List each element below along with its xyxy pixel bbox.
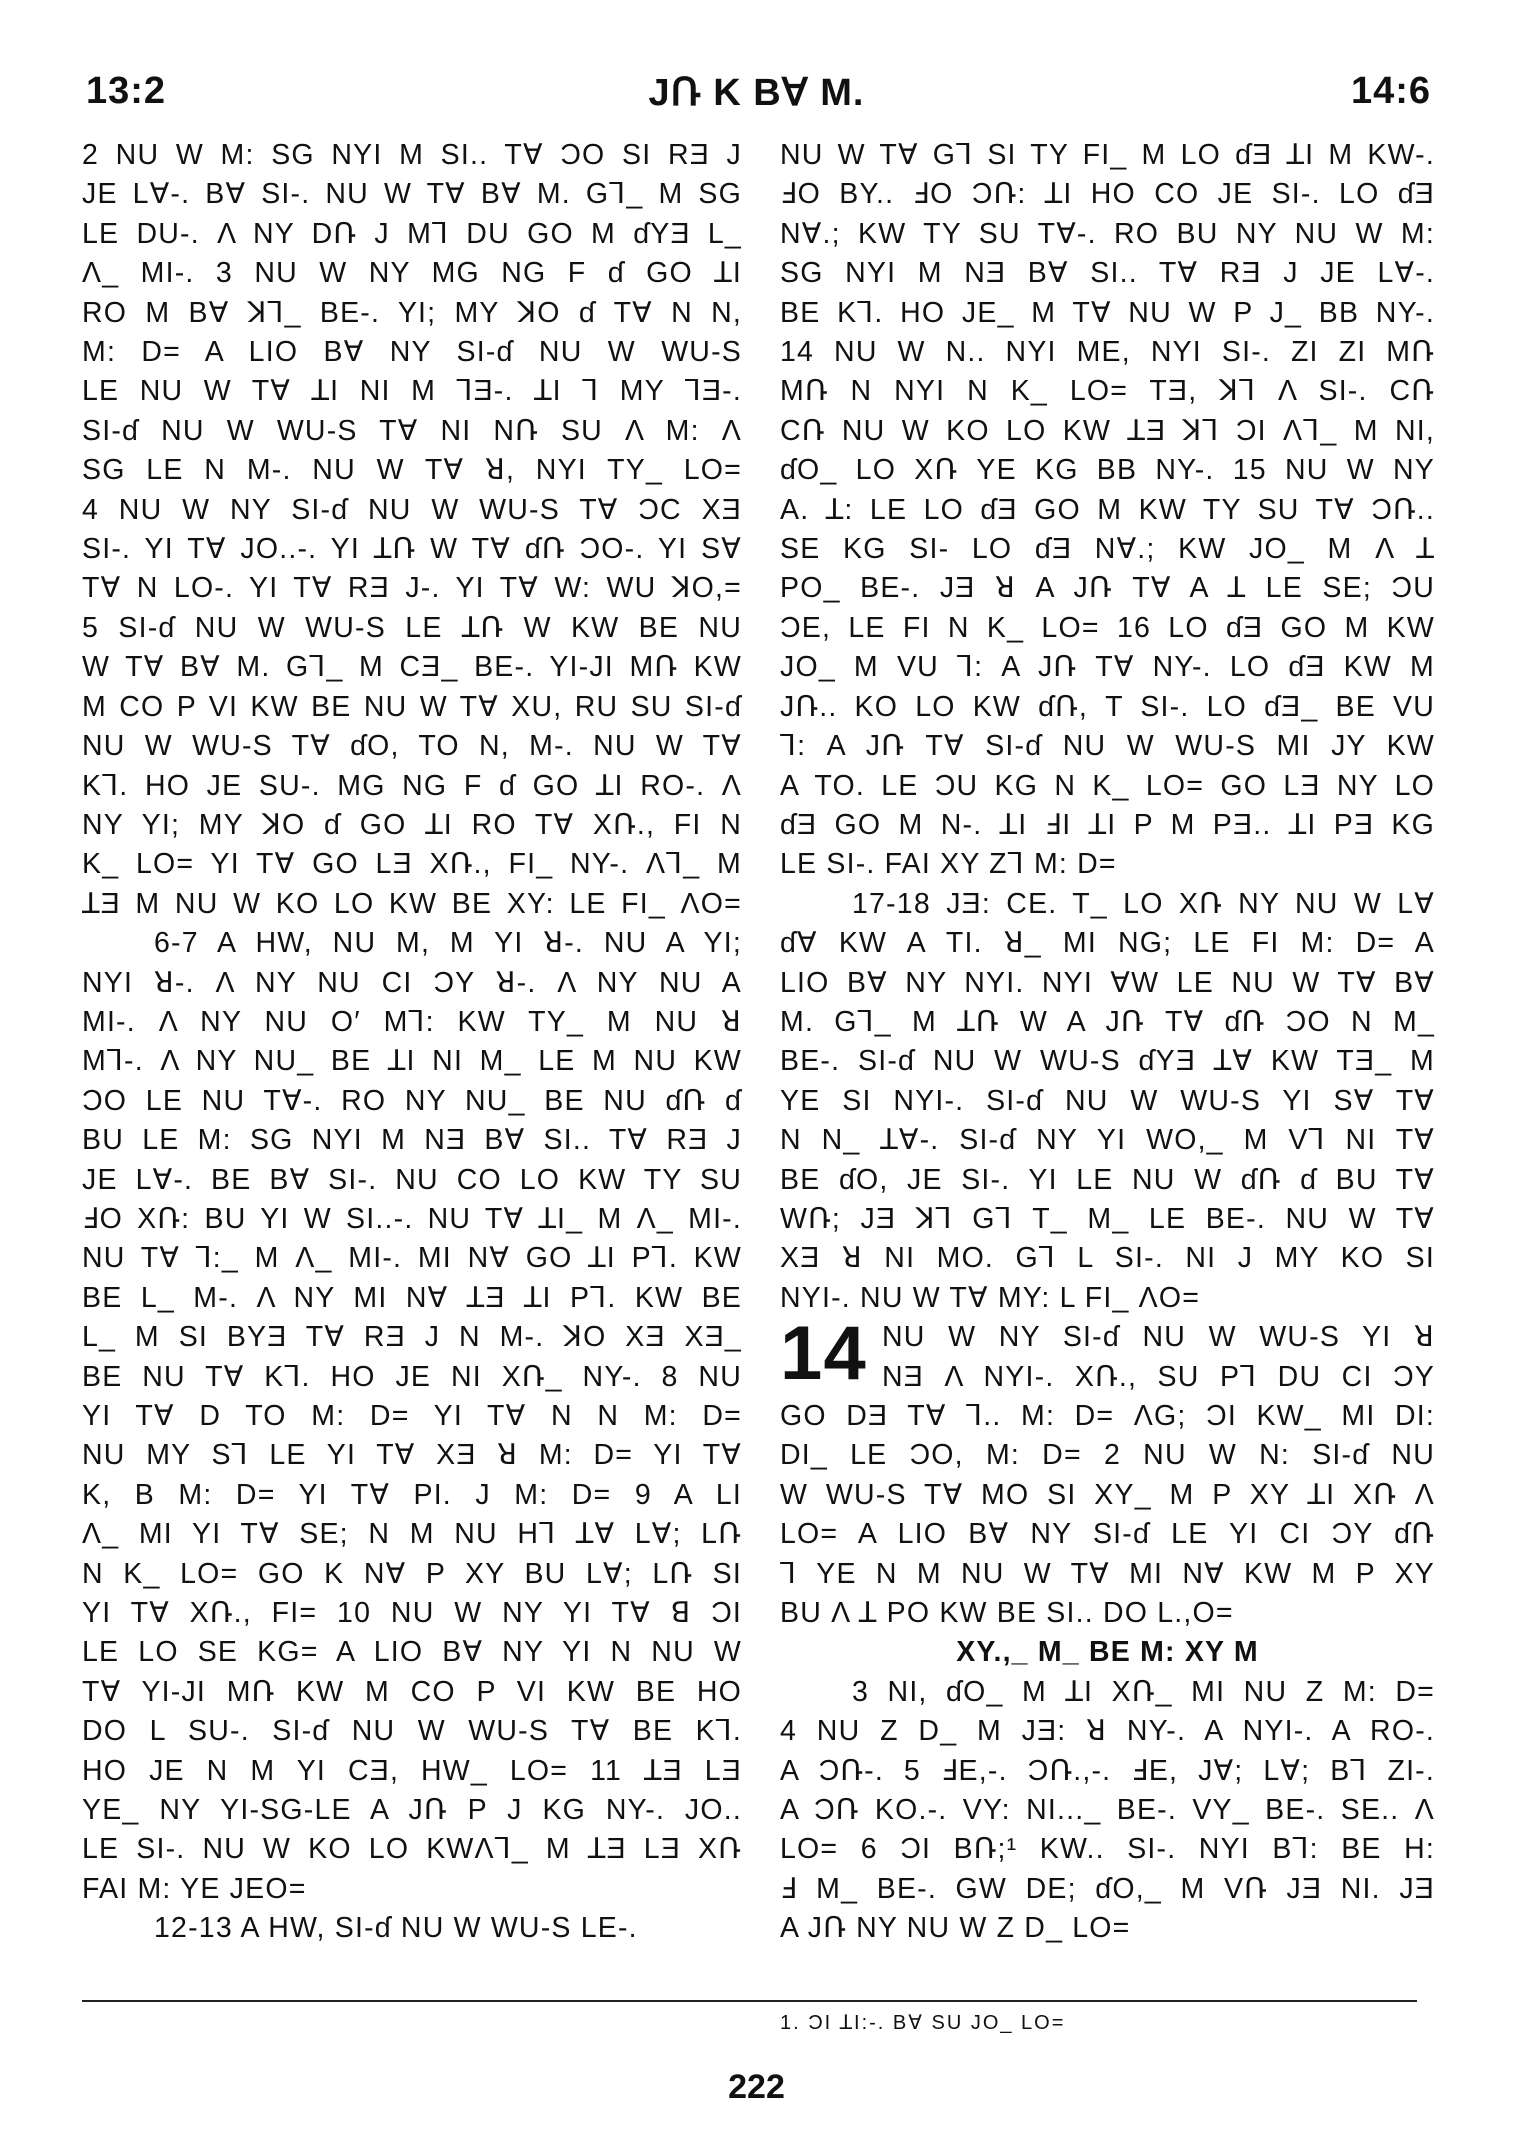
right-column-text-part-c bbox=[780, 1673, 1435, 1949]
text-line: A ƆՌ-. 5 ℲE,-. ƆՌ.,-. ℲE, JⱯ; LⱯ; Bꓶ ZI-. bbox=[780, 1754, 1435, 1787]
text-line: YI TⱯ D TO M: D= YI TⱯ N N M: D= bbox=[82, 1400, 742, 1432]
text-line: K_ LO= YI TⱯ GO LƎ XՌ., FI_ NY-. Λꓶ_ M bbox=[82, 848, 742, 881]
text-line: BE L_ M-. Λ NY MI NⱯ ꓕƎ ꓕI Pꓶ. KW BE bbox=[82, 1281, 742, 1314]
footnote-divider bbox=[82, 2000, 1417, 2002]
header-right-reference: 14:6 bbox=[1350, 70, 1431, 112]
chapter-first-line: NU W NY SI-ɗ NU W WU-S YI ꓤ bbox=[882, 1321, 1435, 1354]
text-line: W WU-S TⱯ MO SI XY_ M P XY ꓕI XՌ Λ bbox=[780, 1478, 1435, 1511]
text-line: K, B M: D= YI TⱯ PI. J M: D= 9 A LI bbox=[82, 1478, 742, 1511]
text-line: ƆO LE NU TⱯ-. RO NY NU_ BE NU ɗՌ ɗ bbox=[82, 1084, 742, 1117]
text-line: 3 NI, ɗO_ M ꓕI XՌ_ MI NU Z M: D= bbox=[852, 1675, 1435, 1708]
text-line: Ⅎ M_ BE-. GW DE; ɗO,_ M VՌ JƎ NI. JƎ bbox=[780, 1872, 1435, 1905]
text-line: BE ɗO, JE SI-. YI LE NU W ɗՌ ɗ BU TⱯ bbox=[780, 1163, 1435, 1196]
text-line: DO L SU-. SI-ɗ NU W WU-S TⱯ BE Kꓶ. bbox=[82, 1715, 742, 1748]
text-line: ꓶ: A JՌ TⱯ SI-ɗ NU W WU-S MI JY KW bbox=[780, 730, 1435, 763]
text-line: 17-18 JƎ: CE. T_ LO XՌ NY NU W LⱯ bbox=[852, 887, 1435, 920]
text-line: NU MY Sꓶ LE YI TⱯ XƎ ꓤ M: D= YI TⱯ bbox=[82, 1439, 742, 1472]
text-line: SE KG SI- LO ɗƎ NⱯ.; KW JO_ M Λ ꓕ bbox=[780, 533, 1435, 566]
text-line: LO= A LIO BⱯ NY SI-ɗ LE YI CI ƆY ɗՌ bbox=[780, 1518, 1435, 1551]
footnote: 1. ƆI ꓕI:-. BⱯ SU JO_ LO= bbox=[780, 2012, 1066, 2034]
text-line: LE SI-. NU W KO LO KWΛꓶ_ M ꓕƎ LƎ XՌ bbox=[82, 1833, 742, 1866]
header-book-title: JՌ K BⱯ M. bbox=[648, 72, 865, 114]
left-text-column bbox=[82, 136, 742, 1949]
text-line: SI-ɗ NU W WU-S TⱯ NI NՌ SU Λ M: Λ bbox=[82, 414, 742, 447]
text-line: JE LⱯ-. BⱯ SI-. NU W TⱯ BⱯ M. Gꓶ_ M SG bbox=[82, 178, 742, 211]
text-line: ℲO XՌ: BU YI W SI..-. NU TⱯ ꓕI_ M Λ_ MI-. bbox=[82, 1202, 742, 1235]
text-line: MI-. Λ NY NU O′ Mꓶ: KW TY_ M NU ꓤ bbox=[82, 1005, 742, 1038]
text-line: SI-. YI TⱯ JO..-. YI ꓕՌ W TⱯ ɗՌ ƆO-. YI SⱯ bbox=[82, 533, 742, 566]
header-left-reference: 13:2 bbox=[86, 70, 167, 112]
page-number: 222 bbox=[728, 2068, 785, 2106]
text-line: ɗƎ GO M N-. ꓕI ℲI ꓕI P M PƎ.. ꓕI PƎ KG bbox=[780, 808, 1435, 841]
text-line: NYI-. NU W TⱯ MY: L FI_ ΛO= bbox=[780, 1281, 1201, 1314]
text-line: 4 NU W NY SI-ɗ NU W WU-S TⱯ ƆC XƎ bbox=[82, 493, 742, 526]
text-line: CՌ NU W KO LO KW ꓕƎ ꓘꓶ ƆI Λꓶ_ M NI, bbox=[780, 414, 1435, 447]
text-line: A. ꓕ: LE LO ɗƎ GO M KW TY SU TⱯ ƆՌ.. bbox=[780, 493, 1435, 526]
text-line: NU W TⱯ Gꓶ SI TY FI_ M LO ɗƎ ꓕI M KW-. bbox=[780, 139, 1435, 171]
text-line: MՌ N NYI N K_ LO= TƎ, ꓘꓶ Λ SI-. CՌ bbox=[780, 375, 1435, 408]
text-line: JO_ M VU ꓶ: A JՌ TⱯ NY-. LO ɗƎ KW M bbox=[780, 651, 1435, 684]
text-line: M: D= A LIO BⱯ NY SI-ɗ NU W WU-S bbox=[82, 336, 742, 369]
text-line: GO DƎ TⱯ ꓶ.. M: D= ΛG; ƆI KW_ MI DI: bbox=[780, 1400, 1435, 1432]
text-line: M CO P VI KW BE NU W TⱯ XU, RU SU SI-ɗ bbox=[82, 690, 742, 723]
text-line: BE Kꓶ. HO JE_ M TⱯ NU W P J_ BB NY-. bbox=[780, 296, 1435, 329]
text-line: NⱯ.; KW TY SU TⱯ-. RO BU NY NU W M: bbox=[780, 217, 1435, 250]
text-line: LE DU-. Λ NY DՌ J Mꓶ DU GO M ɗYƎ L_ bbox=[82, 217, 742, 250]
text-line: LE NU W TⱯ ꓕI NI M ꓶƎ-. ꓕI ꓶ MY ꓶƎ-. bbox=[82, 375, 742, 408]
text-line: BU LE M: SG NYI M NƎ BⱯ SI.. TⱯ RƎ J bbox=[82, 1124, 742, 1157]
text-line: LO= 6 ƆI BՌ;¹ KW.. SI-. NYI Bꓶ: BE H: bbox=[780, 1833, 1435, 1866]
text-line: 12-13 A HW, SI-ɗ NU W WU-S LE-. bbox=[154, 1912, 638, 1945]
text-line: FAI M: YE JEO= bbox=[82, 1872, 307, 1905]
text-line: Λ_ MI YI TⱯ SE; N M NU Hꓶ ꓕⱯ LⱯ; LՌ bbox=[82, 1518, 742, 1551]
text-line: PO_ BE-. JƎ ꓤ A JՌ TⱯ A ꓕ LE SE; ƆU bbox=[780, 572, 1435, 605]
text-line: N K_ LO= GO K NⱯ P XY BU LⱯ; LՌ SI bbox=[82, 1557, 742, 1590]
text-line: BE NU TⱯ Kꓶ. HO JE NI XՌ_ NY-. 8 NU bbox=[82, 1360, 742, 1393]
text-line: YE SI NYI-. SI-ɗ NU W WU-S YI SⱯ TⱯ bbox=[780, 1084, 1435, 1117]
chapter-second-line: NƎ Λ NYI-. XՌ., SU Pꓶ DU CI ƆY bbox=[882, 1360, 1435, 1393]
text-line: LE SI-. FAI XY Zꓶ M: D= bbox=[780, 848, 1117, 881]
text-line: ℲO BY.. ℲO ƆՌ: ꓕI HO CO JE SI-. LO ɗƎ bbox=[780, 178, 1435, 211]
right-text-column bbox=[780, 136, 1435, 1949]
text-line: RO M BⱯ ꓘꓶ_ BE-. YI; MY ꓘO ɗ TⱯ N N, bbox=[82, 296, 742, 329]
text-line: LIO BⱯ NY NYI. NYI ⱯW LE NU W TⱯ BⱯ bbox=[780, 966, 1435, 999]
text-line: 5 SI-ɗ NU W WU-S LE ꓕՌ W KW BE NU bbox=[82, 611, 742, 644]
text-line: L_ M SI BYƎ TⱯ RƎ J N M-. ꓘO XƎ XƎ_ bbox=[82, 1321, 742, 1354]
text-line: SG LE N M-. NU W TⱯ ꓤ, NYI TY_ LO= bbox=[82, 454, 742, 487]
text-line: TⱯ YI-JI MՌ KW M CO P VI KW BE HO bbox=[82, 1675, 742, 1708]
text-line: YI TⱯ XՌ., FI= 10 NU W NY YI TⱯ ꓭ ƆI bbox=[82, 1597, 742, 1630]
text-line: LE LO SE KG= A LIO BⱯ NY YI N NU W bbox=[82, 1636, 742, 1669]
text-line: 2 NU W M: SG NYI M SI.. TⱯ ƆO SI RƎ J bbox=[82, 139, 742, 171]
text-line: A TO. LE ƆU KG N K_ LO= GO LƎ NY LO bbox=[780, 769, 1435, 802]
text-line: WՌ; JƎ ꓘꓶ Gꓶ T_ M_ LE BE-. NU W TⱯ bbox=[780, 1202, 1435, 1235]
text-line: NYI ꓤ-. Λ NY NU CI ƆY ꓤ-. Λ NY NU A bbox=[82, 966, 742, 999]
text-line: A JՌ NY NU W Z D_ LO= bbox=[780, 1912, 1131, 1945]
right-column-text-part-a bbox=[780, 136, 1435, 1318]
text-line: Kꓶ. HO JE SU-. MG NG F ɗ GO ꓕI RO-. Λ bbox=[82, 769, 742, 802]
text-line: Λ_ MI-. 3 NU W NY MG NG F ɗ GO ꓕI bbox=[82, 257, 742, 290]
text-line: W TⱯ BⱯ M. Gꓶ_ M CƎ_ BE-. YI-JI MՌ KW bbox=[82, 651, 742, 684]
text-line: 6-7 A HW, NU M, M YI ꓤ-. NU A YI; bbox=[154, 927, 742, 960]
text-line: TⱯ N LO-. YI TⱯ RƎ J-. YI TⱯ W: WU ꓘO,= bbox=[82, 572, 742, 605]
text-line: ꓕƎ M NU W KO LO KW BE XY: LE FI_ ΛO= bbox=[82, 887, 742, 920]
text-line: SG NYI M NƎ BⱯ SI.. TⱯ RƎ J JE LⱯ-. bbox=[780, 257, 1435, 290]
text-line: JE LⱯ-. BE BⱯ SI-. NU CO LO KW TY SU bbox=[82, 1163, 742, 1196]
text-line: NU W WU-S TⱯ ɗO, TO N, M-. NU W TⱯ bbox=[82, 730, 742, 763]
text-line: JՌ.. KO LO KW ɗՌ, T SI-. LO ɗƎ_ BE VU bbox=[780, 690, 1435, 723]
text-line: ƆE, LE FI N K_ LO= 16 LO ɗƎ GO M KW bbox=[780, 611, 1435, 644]
text-line: BE-. SI-ɗ NU W WU-S ɗYƎ ꓕⱯ KW TƎ_ M bbox=[780, 1045, 1435, 1078]
text-line: ꓶ YE N M NU W TⱯ MI NⱯ KW M P XY bbox=[780, 1557, 1435, 1590]
text-line: N N_ ꓕⱯ-. SI-ɗ NY YI WO,_ M Vꓶ NI TⱯ bbox=[780, 1124, 1435, 1157]
text-line: ɗO_ LO XՌ YE KG BB NY-. 15 NU W NY bbox=[780, 454, 1435, 487]
chapter-number: 14 bbox=[780, 1311, 867, 1397]
text-line: HO JE N M YI CƎ, HW_ LO= 11 ꓕƎ LƎ bbox=[82, 1754, 742, 1787]
text-line: NY YI; MY ꓘO ɗ GO ꓕI RO TⱯ XՌ., FI N bbox=[82, 808, 742, 841]
text-line: 4 NU Z D_ M JƎ: ꓤ NY-. A NYI-. A RO-. bbox=[780, 1715, 1435, 1748]
text-line: ɗⱯ KW A TI. ꓤ_ MI NG; LE FI M: D= A bbox=[780, 927, 1435, 960]
text-line: YE_ NY YI-SG-LE A JՌ P J KG NY-. JO.. bbox=[82, 1794, 742, 1827]
text-line: DI_ LE ƆO, M: D= 2 NU W N: SI-ɗ NU bbox=[780, 1439, 1435, 1472]
section-subheading: XY.,_ M_ BE M: XY M bbox=[956, 1636, 1259, 1669]
text-line: A ƆՌ KO.-. VY: NI..._ BE-. VY_ BE-. SE.. Λ bbox=[780, 1794, 1435, 1827]
chapter-start-block bbox=[780, 1311, 1435, 1397]
text-line: NU TⱯ ꓶ:_ M Λ_ MI-. MI NⱯ GO ꓕI Pꓶ. KW bbox=[82, 1242, 742, 1275]
text-line: M. Gꓶ_ M ꓕՌ W A JՌ TⱯ ɗՌ ƆO N M_ bbox=[780, 1005, 1435, 1038]
text-line: BU Λ ꓕ PO KW BE SI.. DO L.,O= bbox=[780, 1597, 1234, 1630]
text-line: Mꓶ-. Λ NY NU_ BE ꓕI NI M_ LE M NU KW bbox=[82, 1045, 742, 1078]
text-line: XƎ ꓤ NI MO. Gꓶ L SI-. NI J MY KO SI bbox=[780, 1242, 1435, 1275]
right-column-text-part-b bbox=[780, 1397, 1435, 1633]
text-line: 14 NU W N.. NYI ME, NYI SI-. ZI ZI MՌ bbox=[780, 336, 1435, 369]
